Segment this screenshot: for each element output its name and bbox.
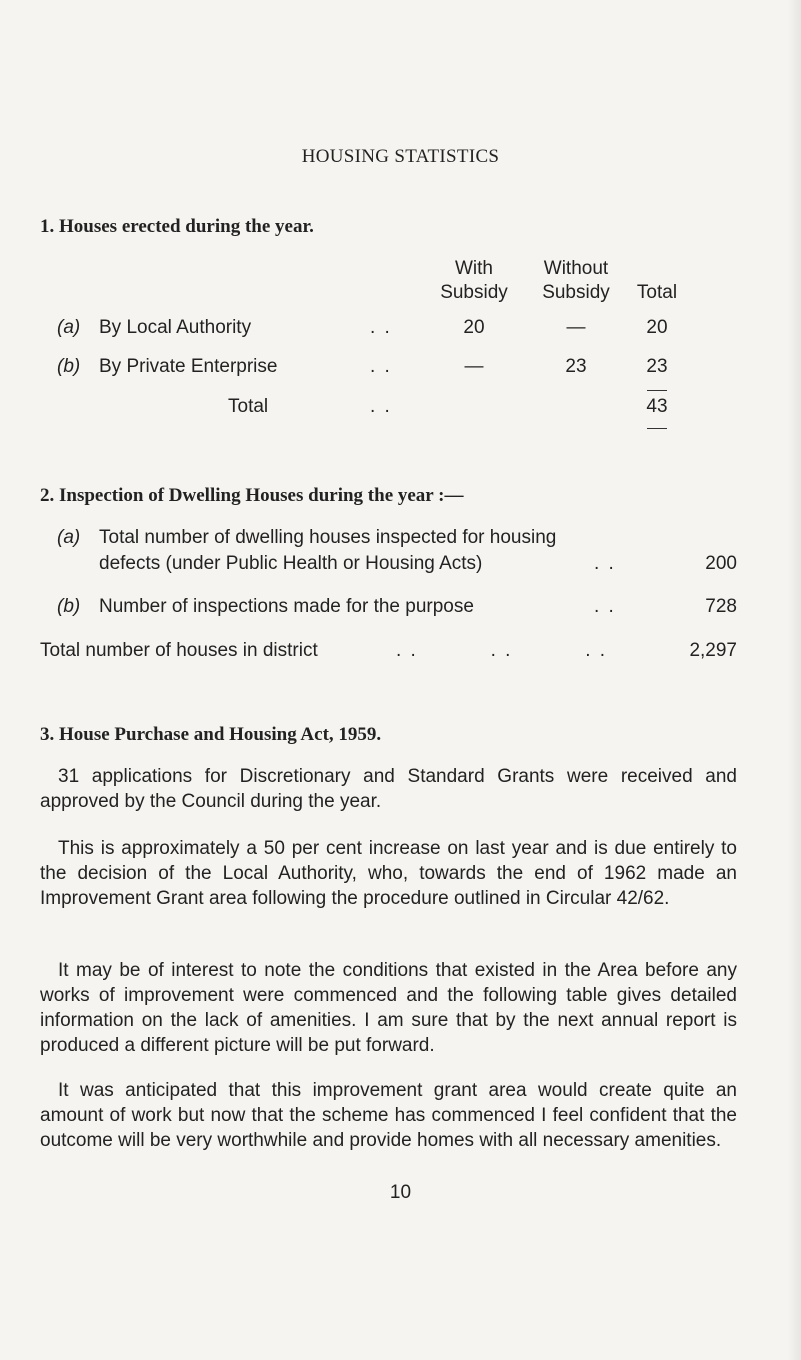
item-b-letter: (b) bbox=[57, 596, 81, 617]
row-a-with-value: 20 bbox=[463, 317, 485, 338]
item-b-value: 728 bbox=[705, 596, 737, 617]
section-2-heading: 2. Inspection of Dwelling Houses during the year :— bbox=[40, 485, 464, 506]
column-header-with: With bbox=[455, 258, 493, 279]
column-header-without-subsidy: Subsidy bbox=[542, 282, 610, 303]
row-a-total-value: 20 bbox=[646, 317, 668, 338]
section-3-heading: 3. House Purchase and Housing Act, 1959. bbox=[40, 724, 382, 745]
total-rule-top bbox=[647, 390, 667, 391]
row-b-with-value: — bbox=[464, 356, 484, 377]
item-a-dots: . . bbox=[594, 553, 616, 574]
row-a-without-value: — bbox=[566, 317, 586, 338]
total-houses-value: 2,297 bbox=[689, 640, 737, 661]
total-value: 43 bbox=[646, 396, 668, 417]
row-b-without-value: 23 bbox=[565, 356, 587, 377]
item-a-letter: (a) bbox=[57, 527, 81, 548]
paragraph-2: This is approximately a 50 per cent increase on last year and is due entirely to the decision of the Local Authority, who, towards the end of 1962 made an Improvement Grant area following the procedure outlined in Circular 42/62. bbox=[40, 838, 737, 909]
row-a-letter: (a) bbox=[57, 317, 81, 338]
item-a-line-2: defects (under Public Health or Housing Acts) bbox=[99, 553, 483, 574]
column-header-with-subsidy: Subsidy bbox=[440, 282, 508, 303]
row-b-total-value: 23 bbox=[646, 356, 668, 377]
row-b-dots: . . bbox=[370, 356, 392, 377]
item-a-line-1: Total number of dwelling houses inspected for housing bbox=[99, 527, 557, 548]
total-rule-bottom bbox=[647, 428, 667, 429]
paragraph-1: 31 applications for Discretionary and Standard Grants were received and approved by the Council during the year. bbox=[40, 766, 737, 812]
row-a-dots: . . bbox=[370, 317, 392, 338]
section-1-heading: 1. Houses erected during the year. bbox=[40, 216, 314, 237]
item-a-value: 200 bbox=[705, 553, 737, 574]
total-houses-dots: . . . . . . bbox=[396, 640, 608, 661]
page-edge-shadow bbox=[787, 0, 801, 1360]
item-b-label: Number of inspections made for the purpose bbox=[99, 596, 474, 617]
row-a-label: By Local Authority bbox=[99, 317, 252, 338]
page-number: 10 bbox=[389, 1182, 412, 1203]
total-dots: . . bbox=[370, 396, 392, 417]
total-houses-label: Total number of houses in district bbox=[40, 640, 318, 661]
row-b-letter: (b) bbox=[57, 356, 81, 377]
paragraph-3: It may be of interest to note the conditions that existed in the Area before any works of improvement were commenced and the following table gives detailed information on the lack of amenities. I am sure that by the next annual report is produced a different picture will be put forward. bbox=[40, 960, 737, 1056]
paragraph-4: It was anticipated that this improvement grant area would create quite an amount of work but now that the scheme has commenced I feel confident that the outcome will be very worthwhile and provide homes with all necessary amenities. bbox=[40, 1080, 737, 1151]
page-title: HOUSING STATISTICS bbox=[301, 146, 500, 167]
column-header-total: Total bbox=[636, 282, 678, 303]
total-label: Total bbox=[228, 396, 269, 417]
row-b-label: By Private Enterprise bbox=[99, 356, 278, 377]
column-header-without: Without bbox=[543, 258, 609, 279]
item-b-dots: . . bbox=[594, 596, 616, 617]
